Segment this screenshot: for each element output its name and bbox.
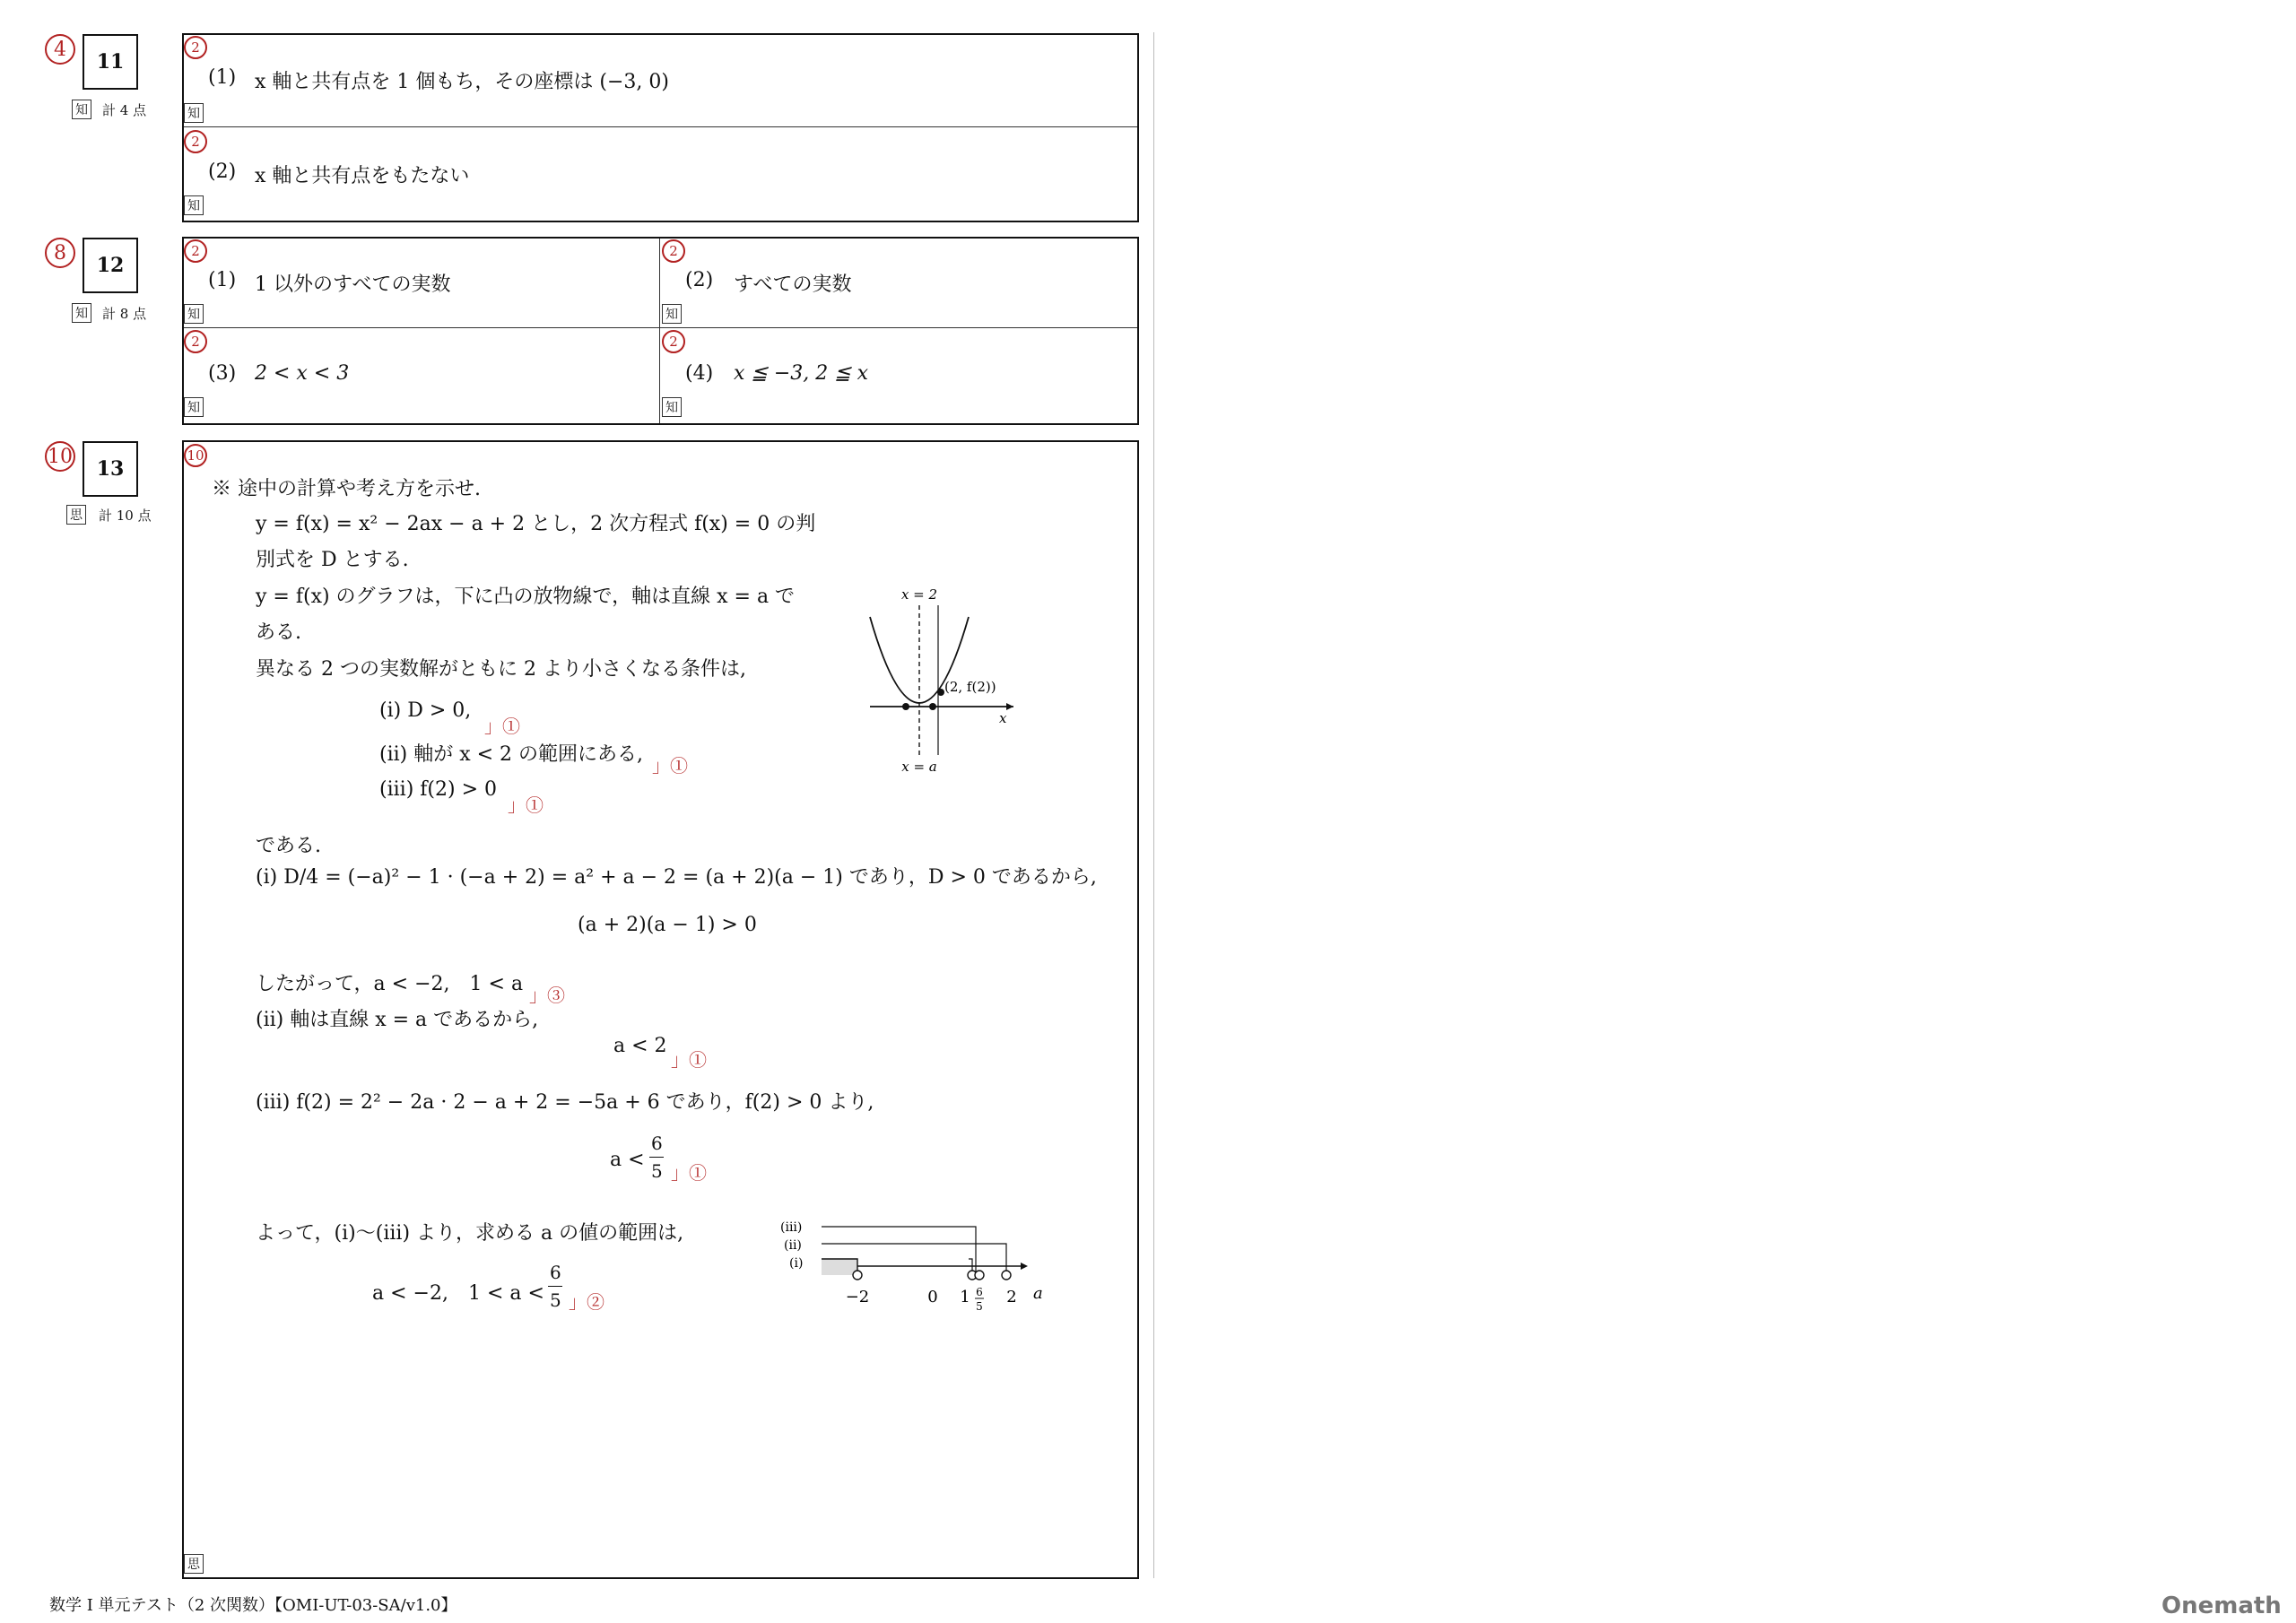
answer-panel-q12 [182,237,1139,425]
brand-logo: Onemath [2161,1593,2282,1619]
x-axis-arrow [1006,703,1013,710]
solution-line: 別式を D とする. [256,549,409,571]
score-circle-q13: 10 [45,441,75,472]
tick-label-2: 2 [1006,1288,1017,1306]
scoring-mark: 」① [671,1162,707,1184]
scoring-mark: 」① [652,755,688,777]
fraction-bar [548,1286,562,1287]
question-number-q13: 13 [83,441,138,497]
fraction-denominator: 5 [651,1160,663,1182]
open-point-2 [1002,1271,1011,1280]
scoring-mark: 」③ [529,985,565,1006]
final-answer: a < −2, 1 < a < [372,1282,544,1305]
row-label-iii: (iii) [780,1221,803,1235]
fraction-numerator: 6 [651,1133,663,1154]
tick-label-neg2: −2 [845,1288,870,1306]
solution-line: (a + 2)(a − 1) > 0 [578,914,757,936]
solution-line: よって，(i)〜(iii) より，求める a の値の範囲は, [256,1222,684,1245]
parabola-graph [861,583,1040,780]
answer-q12-3[interactable]: 2 < x < 3 [255,362,350,385]
part-label-q11-2: (2) [208,161,237,183]
solution-note: ※ 途中の計算や考え方を示せ. [212,478,481,500]
row-divider [184,327,1137,328]
row-divider [184,126,1137,127]
row-label-ii: (ii) [784,1238,802,1253]
part-label-q11-1: (1) [208,66,237,89]
solution-line: したがって，a < −2, 1 < a [256,973,524,995]
page-divider [1153,32,1154,1578]
open-point-6-5 [975,1271,984,1280]
question-number-q12: 12 [83,238,138,293]
answer-panel-q11 [182,33,1139,222]
fraction-denominator: 5 [550,1289,561,1311]
total-points-q13: 計 10 点 [99,508,152,524]
tick-frac-num: 6 [976,1286,983,1298]
category-tag-q12-3: 知 [184,397,204,417]
category-tag-q13: 思 [66,505,86,525]
points-circle-q11-1: 2 [184,36,207,59]
solution-line: (ii) 軸は直線 x = a であるから, [256,1009,539,1031]
condition-ii: (ii) 軸が x < 2 の範囲にある, [379,743,644,766]
answer-q11-1[interactable]: x 軸と共有点を 1 個もち，その座標は (−3, 0) [255,71,669,93]
open-point-neg2 [853,1271,862,1280]
solution-line: a < 2 [613,1035,667,1057]
points-circle-q13: 10 [184,444,207,467]
graph-point-label: (2, f(2)) [944,679,996,695]
scoring-mark: 」① [484,716,520,737]
solution-line: (i) D/4 = (−a)² − 1 · (−a + 2) = a² + a − 2 = (a + 2)(a − 1) であり，D > 0 であるから, [256,866,1097,889]
points-circle-q12-4: 2 [662,330,685,353]
solution-line: y = f(x) のグラフは，下に凸の放物線で，軸は直線 x = a で [256,586,796,608]
answer-q12-1[interactable]: 1 以外のすべての実数 [255,273,451,296]
tick-label-1: 1 [960,1288,970,1306]
category-tag-q11-1: 知 [184,103,204,123]
answer-q12-2[interactable]: すべての実数 [734,273,852,296]
solution-line: y = f(x) = x² − 2ax − a + 2 とし，2 次方程式 f(x) = 0 の判 [256,513,816,535]
points-circle-q12-1: 2 [184,239,207,263]
solution-line: 異なる 2 つの実数解がともに 2 より小さくなる条件は, [256,658,746,681]
solution-line: である. [256,835,321,857]
fraction-bar [649,1157,664,1158]
category-tag-q12-2: 知 [662,304,682,324]
graph-axis-label: x [999,710,1007,726]
points-circle-q11-2: 2 [184,130,207,153]
column-divider [659,239,660,423]
tick-frac-den: 5 [976,1300,983,1313]
category-tag-q12-1: 知 [184,304,204,324]
tick-label-0: 0 [927,1288,938,1306]
scoring-mark: 」① [508,794,544,816]
number-line-arrow [1021,1263,1028,1270]
question-number-q11: 11 [83,34,138,90]
points-circle-q12-3: 2 [184,330,207,353]
condition-i: (i) D > 0, [379,699,472,722]
solution-line: ある. [256,621,301,644]
root-point-2 [929,703,936,710]
category-tag-q11: 知 [72,100,91,119]
solution-line: (iii) f(2) = 2² − 2a · 2 − a + 2 = −5a + 6 であり，f(2) > 0 より, [256,1091,874,1114]
row-label-i: (i) [789,1256,804,1271]
number-line-diagram [780,1221,1049,1329]
category-tag-q11-2: 知 [184,195,204,215]
graph-bottom-label: x = a [901,759,937,775]
root-point-1 [902,703,909,710]
category-tag-q12: 知 [72,303,91,323]
category-tag-q12-4: 知 [662,397,682,417]
score-circle-q12: 8 [45,238,75,268]
axis-label-a: a [1033,1284,1043,1303]
graph-top-label: x = 2 [900,586,938,603]
condition-iii: (iii) f(2) > 0 [379,778,497,801]
score-circle-q11: 4 [45,34,75,65]
part-label-q12-3: (3) [208,362,237,385]
part-label-q12-1: (1) [208,269,237,291]
scoring-mark: 」① [671,1049,707,1071]
region-i-left [822,1259,857,1275]
footer-title: 数学 I 単元テスト（2 次関数）【OMI-UT-03-SA/v1.0】 [49,1596,457,1615]
category-tag-q13-panel: 思 [184,1554,204,1574]
total-points-q12: 計 8 点 [102,306,147,322]
fraction-numerator: 6 [550,1262,561,1283]
part-label-q12-2: (2) [685,269,714,291]
inequality-lhs: a < [610,1149,645,1171]
answer-q12-4[interactable]: x ≦ −3, 2 ≦ x [734,362,869,385]
total-points-q11: 計 4 点 [102,102,147,118]
part-label-q12-4: (4) [685,362,714,385]
scoring-mark: 」② [569,1291,604,1313]
points-circle-q12-2: 2 [662,239,685,263]
answer-q11-2[interactable]: x 軸と共有点をもたない [255,165,470,187]
point-2-f2 [937,689,944,696]
